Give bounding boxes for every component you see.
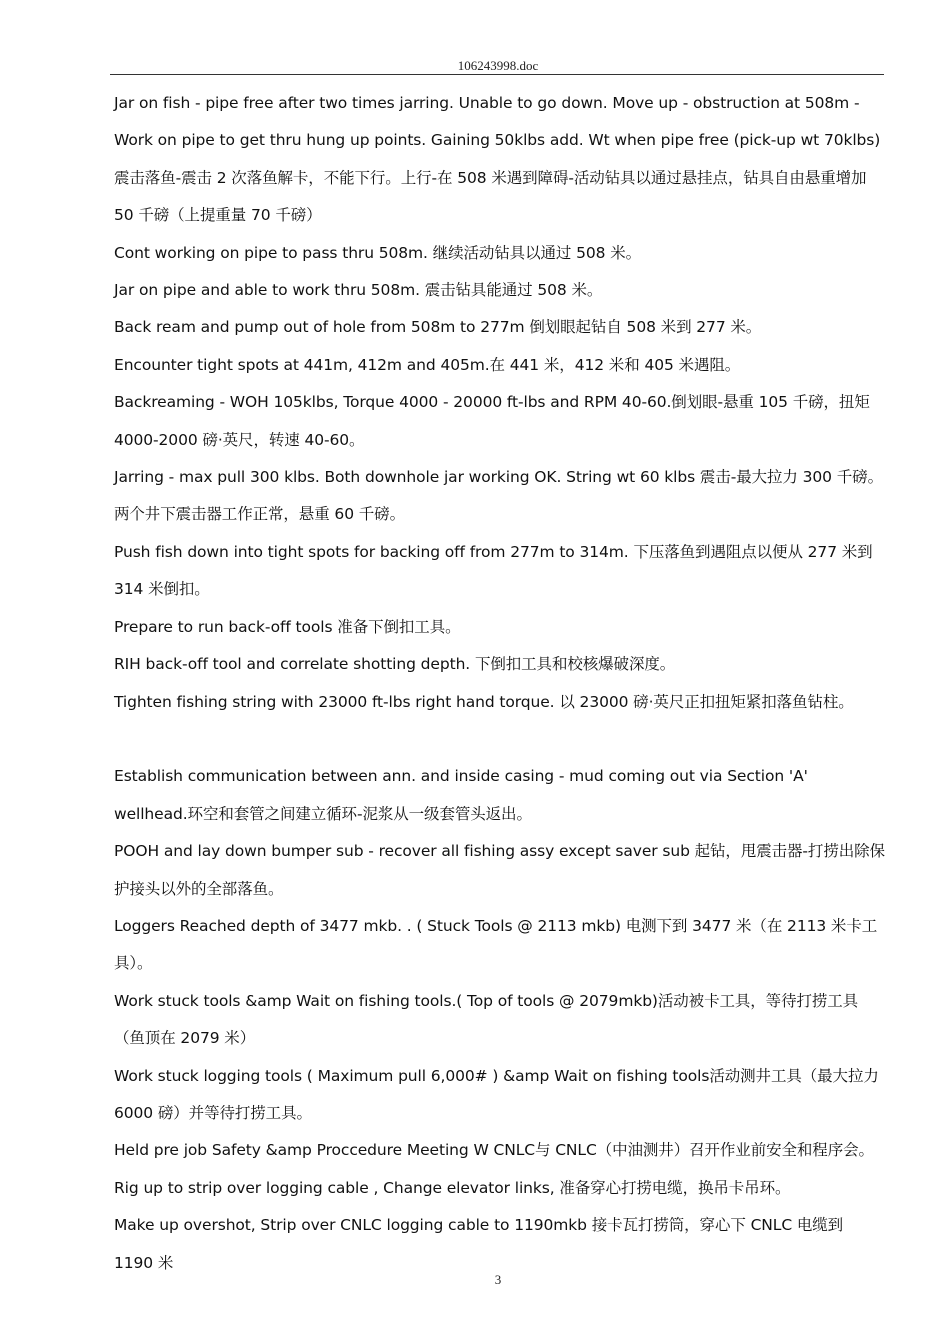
paragraph: Establish communication between ann. and inside casing - mud coming out via Section 'A' wellhead.环空和套管之间建立循环-泥浆从一级套管头返出。 [114, 767, 808, 823]
page-number: 3 [494, 1272, 502, 1287]
paragraph: Backreaming - WOH 105klbs, Torque 4000 - 20000 ft-lbs and RPM 40-60.倒划眼-悬重 105 千磅，扭矩 4000-2000 磅·英尺，转速 40-60。 [114, 393, 870, 449]
paragraph: Work stuck logging tools ( Maximum pull 6,000# ) &amp Wait on fishing tools活动测井工具（最大拉力 6000 磅）并等待打捞工具。 [114, 1066, 879, 1122]
paragraph: Back ream and pump out of hole from 508m to 277m 倒划眼起钻自 508 米到 277 米。 [114, 318, 762, 337]
paragraph: Jar on fish - pipe free after two times jarring. Unable to go down. Move up - obstruction at 508m - Work on pipe to get thru hung up points. Gaining 50klbs add. Wt when pipe free (pick-up wt 70klbs)震击落鱼-震击 2 次落鱼解卡，不能下行。上行-在 508 米遇到障碍-活动钻具以通过悬挂点，钻具自由悬重增加 50 千磅（上提重量 70 千磅） [114, 94, 881, 225]
paragraph: Held pre job Safety &amp Proccedure Meeting W CNLC与 CNLC（中油测井）召开作业前安全和程序会。 [114, 1141, 874, 1160]
paragraph: Encounter tight spots at 441m, 412m and 405m.在 441 米，412 米和 405 米遇阻。 [114, 355, 741, 374]
paragraph: Cont working on pipe to pass thru 508m. 继续活动钻具以通过 508 米。 [114, 243, 642, 262]
paragraph: POOH and lay down bumper sub - recover all fishing assy except saver sub 起钻，甩震击器-打捞出除保护接头以外的全部落鱼。 [114, 842, 885, 898]
paragraph: Loggers Reached depth of 3477 mkb. . ( Stuck Tools @ 2113 mkb) 电测下到 3477 米（在 2113 米卡工具）。 [114, 916, 878, 973]
paragraph: Make up overshot, Strip over CNLC logging cable to 1190mkb 接卡瓦打捞筒，穿心下 CNLC 电缆到 1190 米 [114, 1216, 844, 1272]
paragraph: Tighten fishing string with 23000 ft-lbs right hand torque. 以 23000 磅·英尺正扣扭矩紧扣落鱼钻柱。 [114, 692, 854, 711]
page-header: 106243998.doc [457, 58, 539, 73]
paragraph: Jar on pipe and able to work thru 508m. 震击钻具能通过 508 米。 [114, 281, 603, 300]
header-rule [110, 74, 884, 75]
paragraph: Prepare to run back-off tools 准备下倒扣工具。 [114, 617, 461, 636]
blank-line [114, 721, 886, 758]
paragraph: RIH back-off tool and correlate shotting depth. 下倒扣工具和校核爆破深度。 [114, 655, 676, 674]
paragraph: Rig up to strip over logging cable , Change elevator links, 准备穿心打捞电缆，换吊卡吊环。 [114, 1178, 791, 1197]
paragraph: Push fish down into tight spots for backing off from 277m to 314m. 下压落鱼到遇阻点以便从 277 米到 314 米倒扣。 [114, 542, 873, 599]
document-body [114, 85, 886, 1282]
paragraph: Work stuck tools &amp Wait on fishing tools.( Top of tools @ 2079mkb)活动被卡工具，等待打捞工具（鱼顶在 2079 米） [114, 991, 859, 1048]
paragraph: Jarring - max pull 300 klbs. Both downhole jar working OK. String wt 60 klbs 震击-最大拉力 300 千磅。两个井下震击器工作正常，悬重 60 千磅。 [114, 468, 883, 524]
